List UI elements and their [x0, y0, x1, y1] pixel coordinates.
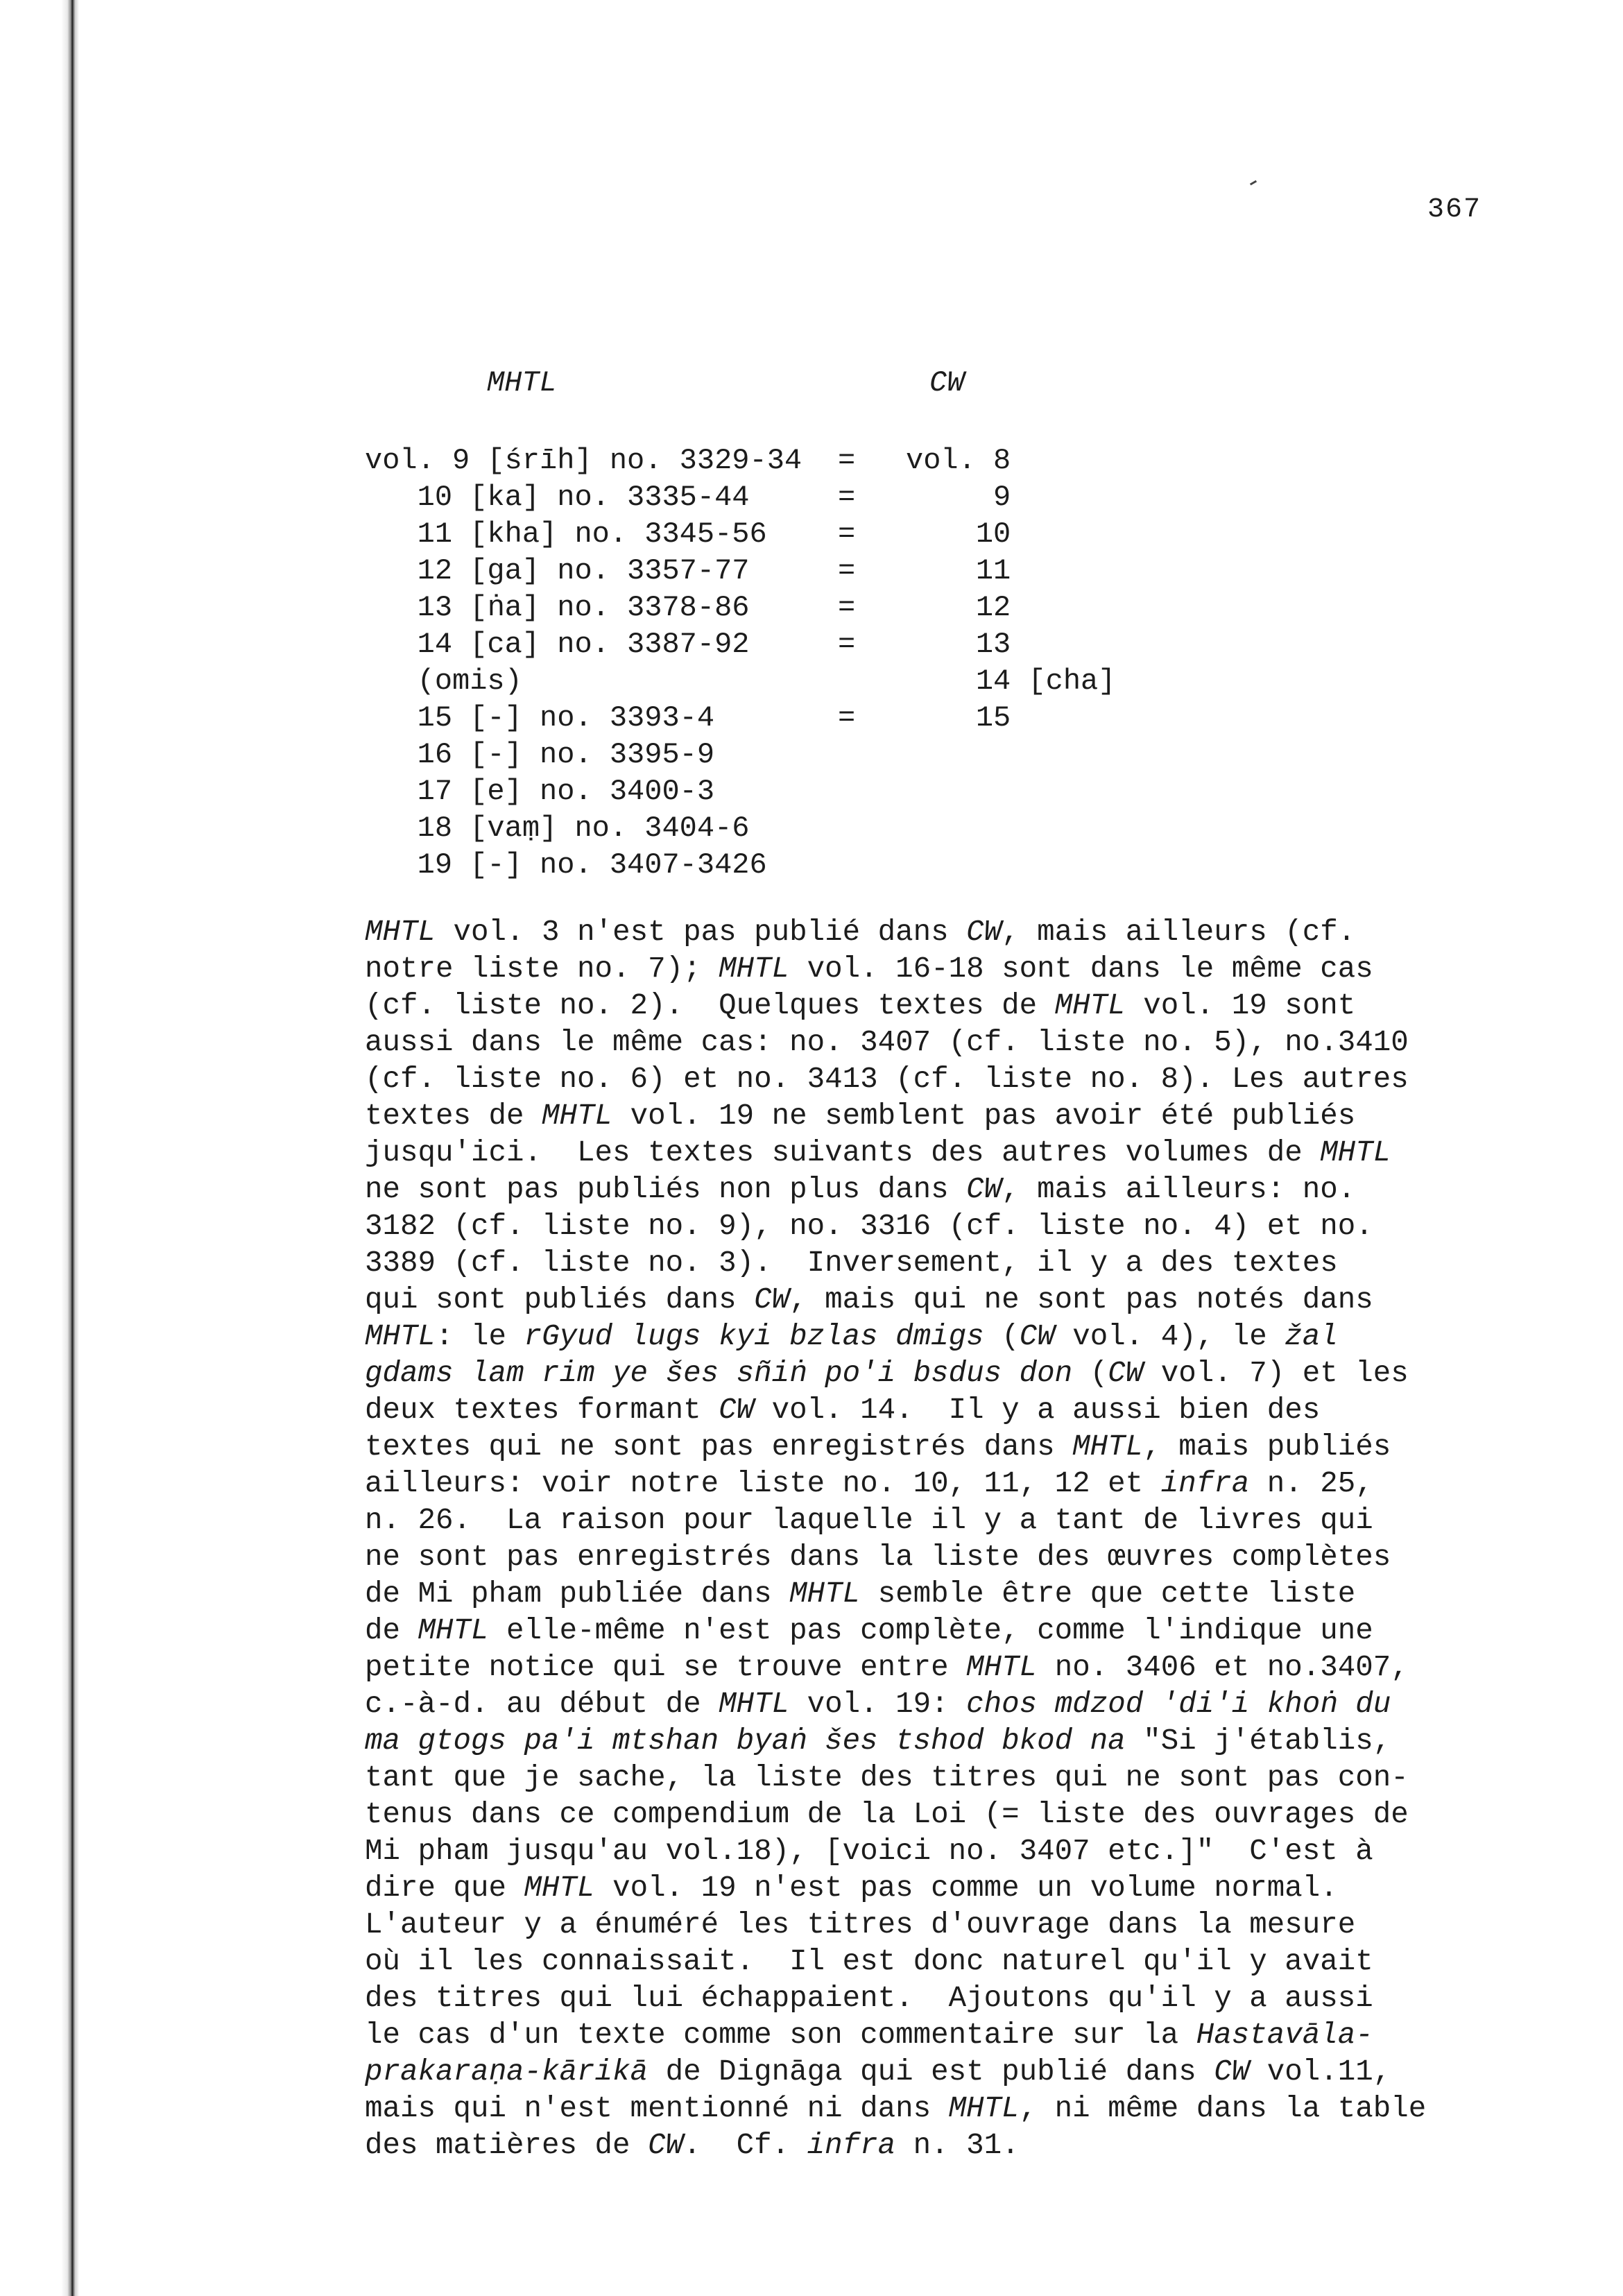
abbrev-mhtl: MHTL: [789, 1577, 861, 1611]
text-run: (: [984, 1320, 1020, 1353]
cw-volume-cell: 9: [906, 481, 1011, 514]
equals-sign: =: [838, 554, 856, 588]
text-run: vol.11,: [1249, 2055, 1391, 2089]
text-run: "Si j'établis,: [1125, 1724, 1391, 1758]
mhtl-volume-cell: 12 [ga] no. 3357-77: [365, 554, 750, 588]
text-run: vol. 3 n'est pas publié dans: [436, 916, 967, 949]
text-run: vol. 14. Il y a aussi bien des: [754, 1394, 1321, 1427]
text-run: , mais publiés: [1143, 1430, 1391, 1464]
tibetan-title: gdams lam rim ye šes sñiṅ po'i bsdus don: [365, 1357, 1073, 1390]
text-line: [365, 1355, 1447, 1392]
tibetan-quote: chos mdzod 'di'i khoṅ du: [966, 1688, 1391, 1721]
text-run: de Dignāga qui est publié dans: [648, 2055, 1214, 2089]
mhtl-volume-cell: vol. 9 [śrīh] no. 3329-34: [365, 444, 802, 477]
text-run: , mais ailleurs: no.: [1002, 1173, 1356, 1206]
text-line: n. 26. La raison pour laquelle il y a tant de livres qui: [365, 1504, 1373, 1537]
cw-volume-cell: 10: [906, 517, 1011, 551]
text-run: petite notice qui se trouve entre: [365, 1651, 967, 1684]
abbrev-mhtl: MHTL: [524, 1871, 595, 1905]
text-run: de Mi pham publiée dans: [365, 1577, 790, 1611]
equals-sign: =: [838, 701, 856, 735]
scan-speck: [1250, 180, 1257, 186]
text-run: jusqu'ici. Les textes suivants des autres volumes de: [365, 1136, 1321, 1170]
text-run: vol. 7) et les: [1143, 1357, 1409, 1390]
text-run: ne sont pas publiés non plus dans: [365, 1173, 967, 1206]
text-line: tenus dans ce compendium de la Loi (= liste des ouvrages de: [365, 1798, 1409, 1831]
text-line: (cf. liste no. 6) et no. 3413 (cf. liste no. 8). Les autres: [365, 1063, 1409, 1096]
abbrev-mhtl: MHTL: [1072, 1430, 1144, 1464]
text-run: . Cf.: [683, 2129, 807, 2162]
text-run: (cf. liste no. 2). Quelques textes de: [365, 989, 1055, 1022]
text-line: Mi pham jusqu'au vol.18), [voici no. 3407 etc.]" C'est à: [365, 1835, 1373, 1868]
infra-reference: infra: [1160, 1467, 1250, 1500]
text-line: [365, 1723, 1447, 1760]
abbrev-mhtl: MHTL: [719, 952, 790, 986]
mhtl-volume-cell: 18 [vaṃ] no. 3404-6: [365, 812, 750, 845]
abbrev-mhtl: MHTL: [418, 1614, 489, 1647]
abbrev-mhtl: MHTL: [719, 1688, 790, 1721]
text-run: , mais ailleurs (cf.: [1002, 916, 1356, 949]
text-run: vol. 19:: [789, 1688, 967, 1721]
mhtl-volume-cell: 15 [-] no. 3393-4: [365, 701, 715, 735]
text-line: L'auteur y a énuméré les titres d'ouvrage dans la mesure: [365, 1908, 1356, 1942]
text-line: [365, 1282, 1447, 1319]
text-line: ne sont pas enregistrés dans la liste des œuvres complètes: [365, 1541, 1391, 1574]
text-line: 3389 (cf. liste no. 3). Inversement, il y a des textes: [365, 1246, 1338, 1280]
text-line: [365, 914, 1447, 951]
text-run: des matières de: [365, 2129, 649, 2162]
cw-volume-cell: vol. 8: [906, 444, 1011, 477]
equals-sign: =: [838, 481, 856, 514]
text-line: [365, 1098, 1447, 1135]
text-run: deux textes formant: [365, 1394, 719, 1427]
mhtl-volume-cell: 19 [-] no. 3407-3426: [365, 848, 767, 882]
text-run: , ni même dans la table: [1019, 2092, 1427, 2125]
text-line: [365, 988, 1447, 1025]
text-run: elle-même n'est pas complète, comme l'indique une: [488, 1614, 1373, 1647]
text-line: [365, 1172, 1447, 1208]
abbrev-cw: CW: [1214, 2055, 1250, 2089]
cw-volume-cell: 14 [cha]: [906, 665, 1116, 698]
mhtl-volume-cell: 17 [e] no. 3400-3: [365, 775, 715, 808]
text-line: des titres qui lui échappaient. Ajoutons qu'il y a aussi: [365, 1982, 1373, 2015]
body-paragraph: [365, 914, 1447, 2164]
text-line: [365, 2091, 1447, 2127]
text-line: [365, 951, 1447, 988]
cw-volume-cell: 11: [906, 554, 1011, 588]
abbrev-cw: CW: [1019, 1320, 1055, 1353]
text-line: [365, 1576, 1447, 1613]
table-header-mhtl: MHTL: [487, 366, 557, 400]
abbrev-cw: CW: [754, 1283, 790, 1317]
text-run: vol. 19 sont: [1125, 989, 1356, 1022]
text-run: : le: [436, 1320, 524, 1353]
text-line: [365, 2054, 1447, 2091]
text-line: [365, 1429, 1447, 1466]
abbrev-mhtl: MHTL: [1054, 989, 1126, 1022]
infra-reference: infra: [807, 2129, 896, 2162]
text-line: [365, 2127, 1447, 2164]
text-run: (: [1072, 1357, 1108, 1390]
text-run: de: [365, 1614, 418, 1647]
text-run: ailleurs: voir notre liste no. 10, 11, 12 et: [365, 1467, 1161, 1500]
text-run: mais qui n'est mentionné ni dans: [365, 2092, 949, 2125]
abbrev-mhtl: MHTL: [1320, 1136, 1391, 1170]
mhtl-volume-cell: (omis): [365, 665, 522, 698]
equals-sign: =: [838, 517, 856, 551]
page-number: 367: [1427, 194, 1482, 225]
abbrev-cw: CW: [719, 1394, 755, 1427]
sanskrit-title: Hastavāla-: [1196, 2019, 1373, 2052]
text-line: tant que je sache, la liste des titres qui ne sont pas con-: [365, 1761, 1409, 1794]
cw-volume-cell: 13: [906, 628, 1011, 661]
text-line: [365, 1870, 1447, 1907]
text-run: textes qui ne sont pas enregistrés dans: [365, 1430, 1073, 1464]
sanskrit-title: prakaraṇa-kārikā: [365, 2055, 649, 2089]
text-line: [365, 1319, 1447, 1355]
abbrev-cw: CW: [966, 916, 1002, 949]
cw-volume-cell: 15: [906, 701, 1011, 735]
text-line: [365, 1392, 1447, 1429]
text-line: où il les connaissait. Il est donc naturel qu'il y avait: [365, 1945, 1373, 1978]
text-run: notre liste no. 7);: [365, 952, 719, 986]
text-run: no. 3406 et no.3407,: [1037, 1651, 1409, 1684]
text-line: [365, 1135, 1447, 1172]
tibetan-title: žal: [1285, 1320, 1338, 1353]
text-run: c.-à-d. au début de: [365, 1688, 719, 1721]
text-line: [365, 1686, 1447, 1723]
equals-sign: =: [838, 628, 856, 661]
abbrev-mhtl: MHTL: [542, 1099, 613, 1133]
text-run: vol. 19 n'est pas comme un volume normal.: [594, 1871, 1338, 1905]
scanned-page-edge: [61, 0, 79, 2296]
text-line: [365, 1650, 1447, 1686]
abbrev-cw: CW: [648, 2129, 684, 2162]
abbrev-mhtl: MHTL: [365, 1320, 436, 1353]
equals-sign: =: [838, 444, 856, 477]
abbrev-mhtl: MHTL: [948, 2092, 1020, 2125]
text-line: aussi dans le même cas: no. 3407 (cf. liste no. 5), no.3410: [365, 1026, 1409, 1059]
text-line: 3182 (cf. liste no. 9), no. 3316 (cf. liste no. 4) et no.: [365, 1210, 1373, 1243]
text-run: le cas d'un texte comme son commentaire sur la: [365, 2019, 1196, 2052]
mhtl-volume-cell: 14 [ca] no. 3387-92: [365, 628, 750, 661]
abbrev-cw: CW: [1108, 1357, 1144, 1390]
text-run: qui sont publiés dans: [365, 1283, 755, 1317]
mhtl-volume-cell: 11 [kha] no. 3345-56: [365, 517, 767, 551]
text-run: dire que: [365, 1871, 524, 1905]
text-line: [365, 1466, 1447, 1502]
mhtl-volume-cell: 10 [ka] no. 3335-44: [365, 481, 750, 514]
text-run: , mais qui ne sont pas notés dans: [789, 1283, 1373, 1317]
abbrev-mhtl: MHTL: [966, 1651, 1038, 1684]
text-run: vol. 16-18 sont dans le même cas: [789, 952, 1373, 986]
tibetan-title: rGyud lugs kyi bzlas dmigs: [524, 1320, 984, 1353]
abbrev-mhtl: MHTL: [365, 916, 436, 949]
text-line: [365, 1613, 1447, 1650]
text-run: vol. 4), le: [1054, 1320, 1285, 1353]
text-run: n. 25,: [1249, 1467, 1373, 1500]
mhtl-volume-cell: 13 [ṅa] no. 3378-86: [365, 591, 750, 624]
text-line: [365, 2017, 1447, 2054]
text-run: n. 31.: [895, 2129, 1020, 2162]
mhtl-volume-cell: 16 [-] no. 3395-9: [365, 738, 715, 771]
cw-volume-cell: 12: [906, 591, 1011, 624]
equals-sign: =: [838, 591, 856, 624]
text-run: vol. 19 ne semblent pas avoir été publiés: [612, 1099, 1356, 1133]
text-run: textes de: [365, 1099, 542, 1133]
abbrev-cw: CW: [966, 1173, 1002, 1206]
text-run: semble être que cette liste: [860, 1577, 1356, 1611]
table-header-cw: CW: [929, 366, 965, 400]
tibetan-quote: ma gtogs pa'i mtshan byaṅ šes tshod bkod na: [365, 1724, 1126, 1758]
